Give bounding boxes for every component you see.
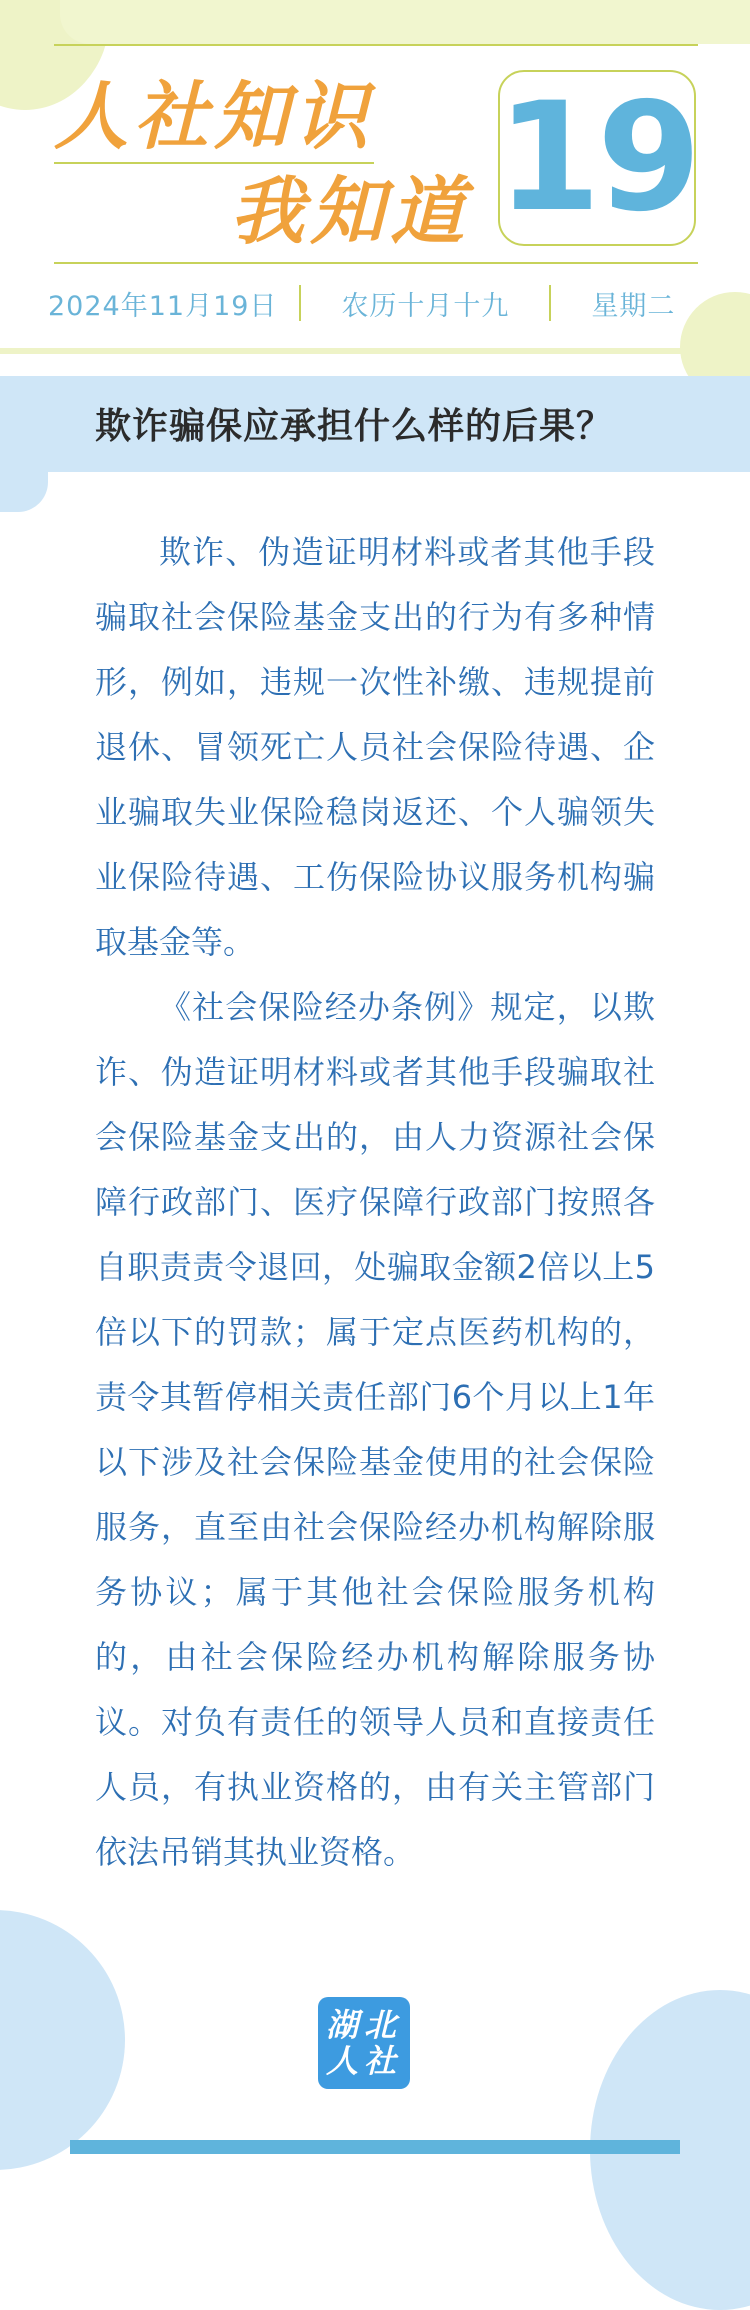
logo-text-line2: 人社 <box>325 2042 402 2080</box>
issue-number: 19 <box>496 71 698 245</box>
date-separator <box>549 285 551 321</box>
banner-tail-decoration <box>0 472 48 512</box>
logo-text-line1: 湖北 <box>325 2006 402 2044</box>
date-text: 2024年11月19日 <box>48 290 278 322</box>
date-separator <box>299 285 301 321</box>
lunar-date-text: 农历十月十九 <box>341 290 510 322</box>
top-band-decoration <box>60 0 750 44</box>
header-bottom-line <box>54 262 698 264</box>
page-title-line1: 人社知识 <box>54 74 374 160</box>
paragraph: 《社会保险经办条例》规定，以欺诈、伪造证明材料或者其他手段骗取社会保险基金支出的，由人力资源社会保障行政部门、医疗保障行政部门按照各自职责责令退回，处骗取金额2倍以上5倍以下的罚款；属于定点医药机构的，责令其暂停相关责任部门6个月以上1年以下涉及社会保险基金使用的社会保险服务，直至由社会保险经办机构解除服务协议；属于其他社会保险服务机构的，由社会保险经办机构解除服务协议。对负有责任的领导人员和直接责任人员，有执业资格的，由有关主管部门依法吊销其执业资格。 <box>95 988 655 1871</box>
paragraph: 欺诈、伪造证明材料或者其他手段骗取社会保险基金支出的行为有多种情形，例如，违规一次性补缴、违规提前退休、冒领死亡人员社会保险待遇、企业骗取失业保险稳岗返还、个人骗领失业保险待遇、工伤保险协议服务机构骗取基金等。 <box>95 533 655 961</box>
weekday-text: 星期二 <box>591 290 676 322</box>
logo <box>318 1997 410 2089</box>
page-title-line2: 我知道 <box>230 169 470 255</box>
bottom-bar <box>70 2140 680 2154</box>
header-mid-line <box>54 162 374 164</box>
issue-number-box <box>498 70 696 246</box>
header-top-line <box>54 44 698 46</box>
article-body <box>95 520 655 1885</box>
question-heading: 欺诈骗保应承担什么样的后果？ <box>95 406 614 447</box>
date-row <box>48 283 698 323</box>
bottom-left-decoration <box>0 1910 125 2170</box>
header-strip <box>0 348 750 354</box>
